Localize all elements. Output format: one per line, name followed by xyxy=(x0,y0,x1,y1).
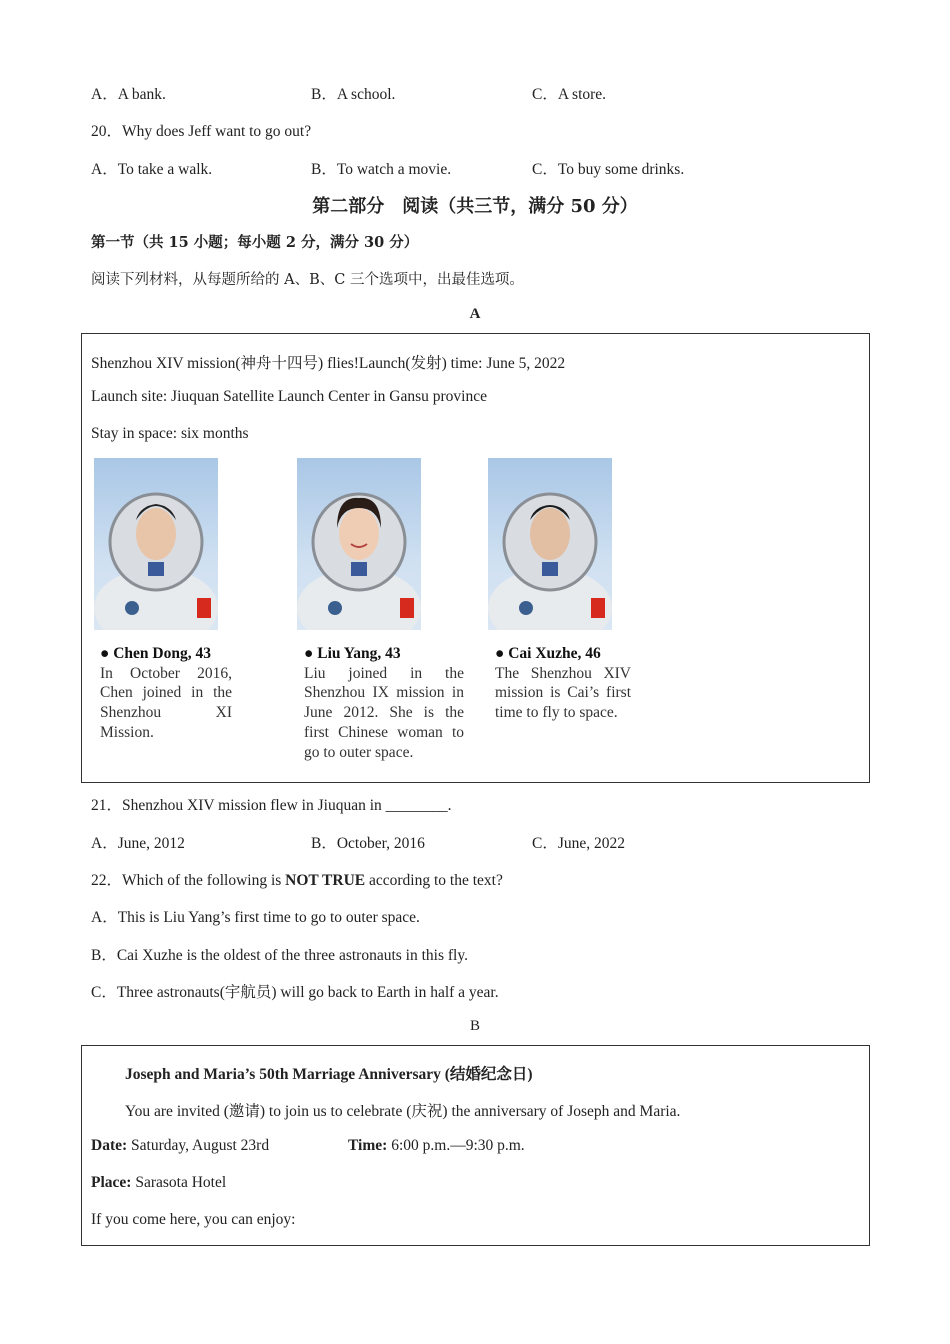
astronaut-name: ● Cai Xuzhe, 46 xyxy=(495,645,601,662)
q21-option-a: A．June, 2012 xyxy=(91,835,185,852)
astronaut-desc: In October 2016, Chen joined in the Shenzhou XI Mission. xyxy=(100,664,232,741)
place-label: Place: xyxy=(91,1174,132,1191)
q21-option-c: C．June, 2022 xyxy=(532,835,626,852)
q20-option-b: B．To watch a movie. xyxy=(311,161,452,178)
astronaut-desc: The Shenzhou XIV mission is Cai’s first time to fly to space. xyxy=(495,664,631,722)
passage-a-label: A xyxy=(469,306,481,322)
q21-option-b: B．October, 2016 xyxy=(311,835,425,852)
part2-title: 第二部分 阅读（共三节，满分 50 分） xyxy=(312,196,638,217)
enjoy-line: If you come here, you can enjoy: xyxy=(91,1211,296,1228)
q22-option-b: B．Cai Xuzhe is the oldest of the three astronauts in this fly. xyxy=(91,947,468,964)
q22-question-emphasis: NOT TRUE xyxy=(285,872,366,889)
invitation-title: Joseph and Maria’s 50th Marriage Anniversary (结婚纪念日) xyxy=(125,1066,533,1083)
astronaut-caption-liu-yang xyxy=(304,644,464,762)
q20-option-c: C．To buy some drinks. xyxy=(532,161,685,178)
astronaut-photo-cai-xuzhe xyxy=(488,458,612,630)
instruction-text: 阅读下列材料，从每题所给的 A、B、C 三个选项中，出最佳选项。 xyxy=(91,272,524,288)
date-value: Saturday, August 23rd xyxy=(127,1137,270,1154)
q21-question: 21．Shenzhou XIV mission flew in Jiuquan in ________. xyxy=(91,797,452,814)
time-value: 6:00 p.m.—9:30 p.m. xyxy=(387,1137,525,1154)
q22-option-c: C．Three astronauts(宇航员) will go back to Earth in half a year. xyxy=(91,984,499,1001)
passage-a-stay-line: Stay in space: six months xyxy=(91,425,249,442)
time-label: Time: xyxy=(348,1137,388,1154)
q19-option-a: A．A bank. xyxy=(91,86,166,103)
invitation-text: You are invited (邀请) to join us to celebrate (庆祝) the anniversary of Joseph and Maria. xyxy=(125,1103,681,1120)
event-time xyxy=(348,1137,525,1155)
passage-b-box xyxy=(81,1045,870,1246)
astronaut-name: ● Liu Yang, 43 xyxy=(304,645,401,662)
date-label: Date: xyxy=(91,1137,128,1154)
q20-option-a: A．To take a walk. xyxy=(91,161,213,178)
event-date xyxy=(91,1137,269,1155)
q22-option-a: A．This is Liu Yang’s first time to go to outer space. xyxy=(91,909,420,926)
section1-title: 第一节（共 15 小题；每小题 2 分，满分 30 分） xyxy=(91,234,419,251)
astronaut-photo-liu-yang xyxy=(297,458,421,630)
astronaut-name: ● Chen Dong, 43 xyxy=(100,645,211,662)
q22-question-pre: 22．Which of the following is xyxy=(91,872,286,889)
q22-question xyxy=(91,868,503,890)
place-value: Sarasota Hotel xyxy=(131,1174,227,1191)
passage-a-box xyxy=(81,333,870,783)
astronaut-photo-chen-dong xyxy=(94,458,218,630)
astronaut-caption-chen-dong xyxy=(100,644,232,743)
q19-option-c: C．A store. xyxy=(532,86,607,103)
astronaut-caption-cai-xuzhe xyxy=(495,644,631,723)
passage-b-label: B xyxy=(469,1018,480,1034)
q19-option-b: B．A school. xyxy=(311,86,396,103)
q20-question: 20．Why does Jeff want to go out? xyxy=(91,123,312,140)
astronaut-desc: Liu joined in the Shenzhou IX mission in June 2012. She is the first Chinese woman to go to outer space. xyxy=(304,664,464,761)
passage-a-launch-line: Shenzhou XIV mission(神舟十四号) flies!Launch(发射) time: June 5, 2022 xyxy=(91,355,566,372)
event-place xyxy=(91,1174,226,1192)
q22-question-post: according to the text? xyxy=(365,872,503,889)
passage-a-site-line: Launch site: Jiuquan Satellite Launch Center in Gansu province xyxy=(91,388,487,405)
